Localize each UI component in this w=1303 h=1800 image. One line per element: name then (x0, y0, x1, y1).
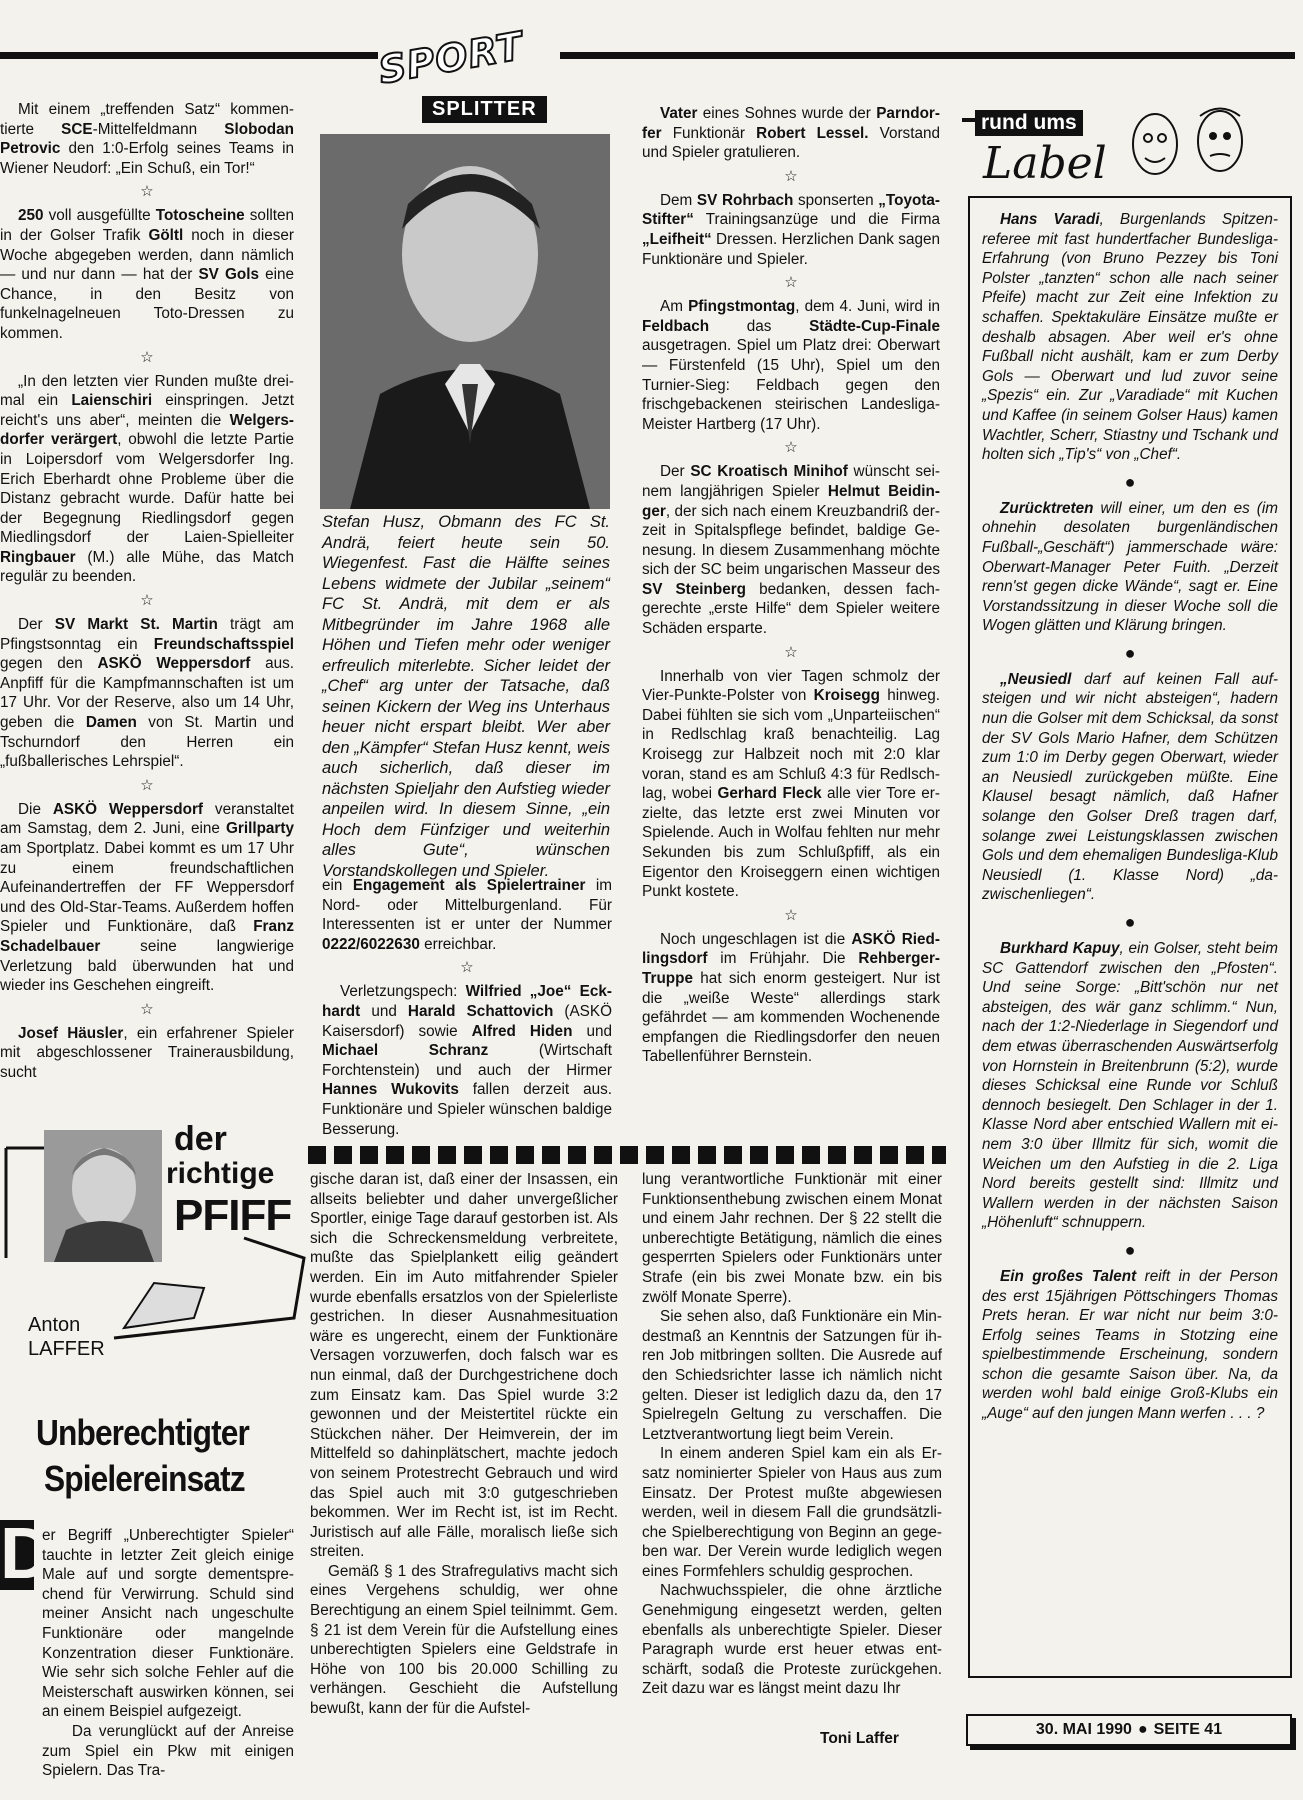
news-item: Vater eines Sohnes wurde der Parndorfer Funktionär Robert Lessel. Vorstand und Spieler gratulieren. (642, 105, 940, 162)
footer-bullet: ● (1137, 1721, 1148, 1738)
news-item: Mit einem „treffenden Satz“ kommentierte SCE-Mittelfeldmann Slobodan Petrovic den 1:0-Erfolg seines Teams in Wiener Neudorf: „Ein Schuß, ein Tor!“ (0, 101, 294, 177)
star-separator: ☆ (140, 183, 154, 201)
label-title-script: Label (983, 138, 1107, 189)
star-separator: ☆ (140, 348, 154, 366)
laffer-portrait (44, 1130, 162, 1262)
logo-sport: SPORT (375, 23, 527, 93)
middle-column (322, 876, 612, 1139)
pfiff-title: PFIFF (174, 1191, 292, 1240)
article-column-2 (310, 1170, 618, 1719)
news-item: Der SC Kroatisch Minihof wünscht seinem langjährigen Spieler Helmut Beidinger, der sich nach einem Kreuzbandriß derzeit in Spitalspflege befindet, baldige Genesung. In diesem Zusammenhang möchte sich der SC beim ungarischen Masseur des SV Steinberg bedanken, dessen fachgerechte „erste Hilfe“ dem Spieler weitere Schäden ersparte. (642, 463, 940, 638)
news-item: Der SV Markt St. Martin trägt am Pfingstsonntag ein Freundschaftsspiel gegen den ASKÖ Weppersdorf aus. Anpfiff für die Kampfmannschaften ist um 17 Uhr. Vor der Reserve, also um 14 Uhr, geben die Damen von St. Martin und Tschurndorf den Herren ein „fußballerisches Lehrspiel“. (0, 616, 295, 771)
photo-stefan-husz (320, 134, 610, 509)
star-separator: ☆ (784, 274, 798, 292)
article-paragraph: Nachwuchsspieler, die ohne ärztliche Genehmigung eingesetzt werden, gelten ebenfalls als unberechtigte Spieler. Dieser Paragraph wurde erst heuer etwas entschärft, sodaß die Proteste zurückgehen. Zeit dazu war es längst meint dazu Ihr (642, 1582, 942, 1698)
news-item: Josef Häusler, ein erfahrener Spieler mit abgeschlossener Trainerausbildung, sucht (0, 1024, 294, 1081)
news-item: Am Pfingstmontag, dem 4. Juni, wird in Feldbach das Städte-Cup-Finale ausgetragen. Spiel um Platz drei: Oberwart — Fürstenfeld (15 Uhr), Spiel um den Turnier-Sieg: Feldbach gegen den frischgebackenen steirischen Landesliga-Meister Hartberg (17 Uhr). (642, 298, 940, 433)
news-item: „In den letzten vier Runden mußte dreimal ein Laienschiri einspringen. Jetzt reicht's uns aber“, meinten die Welgersdorfer verärgert, obwohl die letzte Partie in Loipersdorf vom Welgersdorfer Ing. Erich Eberhardt ohne Probleme über die Distanz gebracht wurde. Dafür hatte bei der Begegnung Riedlingsdorf gegen Miedlingsdorf der Laien-Spielleiter Ringbauer (M.) alle Mühe, das Match regulär zu beenden. (0, 372, 294, 586)
right-column (642, 104, 940, 1067)
news-item: 250 voll ausgefüllte Totoscheine sollten in der Golser Trafik Göltl noch in dieser Woche abgegeben werden, dann nämlich — und nur dann — hat der SV Gols eine Chance, in den Besitz von funkelnagelneuen Toto-Dressen zu kommen. (0, 207, 295, 342)
star-separator: ☆ (784, 643, 798, 661)
author-first-name: Anton (28, 1314, 81, 1336)
star-separator: ☆ (784, 167, 798, 185)
news-item: Noch ungeschlagen ist die ASKÖ Riedlingsdorf im Frühjahr. Die Rehberger-Truppe hat sich enorm gesteigert. Nur ist die „weiße Weste“ allerdings stark gefährdet — am kommenden Wochenende empfangen die Riedlingsdorfer den neuen Tabellenführer Bernstein. (642, 930, 940, 1066)
left-column (0, 100, 294, 1083)
article-paragraph: lung verantwortliche Funktionär mit einer Funktionsenthebung zwischen einem Monat und einem Jahr rechnen. Der § 22 stellt die unberechtigte Betätigung, nämlich die eines gesperrten Spielers oder Funktionärs unter Strafe (ein bis zwei Monate bzw. ein bis zwölf Monate Sperre). (642, 1171, 942, 1306)
news-item: ein Engagement als Spielertrainer im Nord- oder Mittelburgenland. Für Interessenten ist er unter der Nummer 0222/6022630 erreichbar. (322, 877, 612, 953)
pfiff-richtige: richtige (166, 1157, 275, 1190)
footer-date: 30. MAI 1990 (1035, 1721, 1132, 1738)
news-item: Dem SV Rohrbach sponserten „Toyota-Stifter“ Trainingsanzüge und die Firma „Leifheit“ Dressen. Herzlichen Dank sagen Funktionäre und Spieler. (642, 191, 941, 268)
rund-ums-label-column (982, 210, 1278, 1424)
footer-box (966, 1714, 1292, 1746)
sport-splitter-logo (375, 23, 554, 128)
bullet-separator: ● (1124, 1239, 1136, 1260)
label-item: Ein großes Talent reift in der Person des erst 15jährigen Pöttschingers Thomas Prets heran. Er war nicht nur beim 3:0-Erfolg seines Teams in Stotzing eine spielbestimmende Erscheinung, sondern schon die gesamte Saison über. Na, da werden wohl bald einige Groß-Klubs ein „Auge“ auf den jungen Mann werfen . . . ? (982, 1267, 1278, 1423)
article-paragraph: Gemäß § 1 des Strafregulativs macht sich eines Vergehens schuldig, wer ohne Berechtigung an einem Spiel teilnimmt. Gem. § 21 ist dem Verein für die Aufstellung eines unberechtigten Spielers eine Geldstrafe in Höhe von 100 bis 20.000 Schilling zu verhängen. Geschieht die Aufstellung bewußt, kann der für die Aufstel- (310, 1562, 618, 1718)
article-headline-1: Unberechtigter (36, 1412, 250, 1453)
star-separator: ☆ (784, 439, 798, 457)
label-item: „Neusiedl darf auf keinen Fall aufsteigen und wir nicht absteigen“, hadern nun die Golser mit dem Schicksal, da sonst der SV Gols Mario Hafner, dem Schützen zum 1:0 im Derby gegen Oberwart, wieder an Neusiedl zurückgeben müßte. Eine Klausel besagt nämlich, daß Hafner solange den Golser Dreß tragen darf, solange zwei Leistungsklassen zwischen Gols und dem ehemaligen Bundesliga-Klub Neusiedl (1. Klasse Nord) „dazwischenliegen“. (982, 670, 1278, 904)
portrait-illustration (320, 134, 610, 509)
news-item: Verletzungspech: Wilfried „Joe“ Eckhardt und Harald Schattovich (ASKÖ Kaisersdorf) sowie Alfred Hiden und Michael Schranz (Wirtschaft Forchtenstein) und auch der Hirmer Hannes Wukovits fallen derzeit aus. Funktionäre und Spieler wünschen baldige Besserung. (322, 983, 612, 1138)
pfiff-der: der (174, 1120, 227, 1158)
news-item: Die ASKÖ Weppersdorf veranstaltet am Samstag, dem 2. Juni, eine Grillparty am Sportplatz. Dabei kommt es um 17 Uhr zu einem freundschaftlichen Aufeinandertreffen der FF Weppersdorf und des Old-Star-Teams. Außerdem hoffen Spieler und Funktionäre, daß Franz Schadelbauer seine langwierige Verletzung bald überwunden hat und wieder ins Geschehen eingreift. (0, 800, 294, 995)
article-paragraph: er Begriff „Unberechtigter Spieler“ tauchte in letzter Zeit gleich einige Male auf und sorgte dementsprechend für Verwirrung. Schuld sind meiner Ansicht nach ungeschulte Funktionäre oder mangelnde Konzentration dieser Funktionäre. Wie sehr sich solche Fehler auf die Meisterschaft auswirken können, sei an einem Beispiel aufgezeigt. Da verunglückt auf der Anreise zum Spiel ein Pkw mit einigen Spielern. Das Tra- (42, 1527, 294, 1780)
bullet-separator: ● (1124, 471, 1136, 492)
bullet-separator: ● (1124, 642, 1136, 663)
photo-caption: Stefan Husz, Obmann des FC St. Andrä, feiert heute sein 50. Wiegenfest. Fast die Hälfte seines Lebens widmete der Jubilar „seinem“ FC St. Andrä, mit dem er als Mitbegründer im Jahre 1968 alle Höhen und Tiefen mehr oder weniger erfreulich miterlebte. Sicher leidet der „Chef“ arg unter der Tatsache, daß seinen Kickern der Weg ins Unterhaus heuer nicht erspart bleibt. Wer aber den „Kämpfer“ Stefan Husz kennt, weis auch sicherlich, daß dieser im nächsten Spieljahr den Aufstieg wieder anpeilen wird. In diesem Sinne, „ein Hoch dem Fünfziger und weiterhin alles Gute“, wünschen Vorstandskollegen und Spieler. (322, 513, 610, 880)
star-separator: ☆ (140, 592, 154, 610)
article-paragraph: Sie sehen also, daß Funktionäre ein Mindestmaß an Kenntnis der Satzungen für ihren Job mitbringen sollten. Die Ausrede auf den Schiedsrichter lasse ich nämlich nicht gelten. Dieser ist lediglich dazu da, den 17 Spielregeln Geltung zu verschaffen. Die Letztverantwortung liegt beim Verein. (642, 1308, 942, 1443)
logo-splitter: SPLITTER (422, 96, 547, 123)
article-headline-2: Spielereinsatz (44, 1458, 245, 1499)
article-dropcap: D (0, 1514, 52, 1594)
bullet-separator: ● (1124, 912, 1136, 932)
article-signature: Toni Laffer (820, 1730, 899, 1747)
author-last-name: LAFFER (28, 1338, 105, 1360)
star-separator: ☆ (140, 776, 154, 794)
cartoon-faces-illustration (1115, 96, 1265, 196)
label-title-top: rund ums (975, 110, 1083, 136)
star-separator: ☆ (784, 906, 798, 924)
rund-ums-label-header (965, 96, 1295, 196)
article-top-dash-rule (308, 1146, 946, 1164)
top-rule-right (560, 52, 1295, 59)
article-column-1 (42, 1526, 294, 1781)
top-rule-left (0, 52, 378, 59)
label-item: Hans Varadi, Burgenlands Spitzenreferee mit fast hundertfacher Bundesliga-Erfahrung (von Bruno Pezzey bis Toni Polster „tanzten“ schon alle nach seiner Pfeife) macht zur Zeit eine Infektion zu schaffen. Spektakuläre Einsätze mußte er deshalb absagen. Aber weil er's ohne Fußball nicht aushält, kam er zum Derby Gols — Oberwart und lud zuvor seine „Spezis“ ein. Zur „Varadiade“ mit Kuchen und Kaffee (in seinem Golser Haus) kamen Wachtler, Scherr, Stiastny und Tschank und holten sich „Tip's“ von „Chef“. (982, 211, 1278, 464)
article-paragraph: In einem anderen Spiel kam ein als Ersatz nominierter Spieler von Haus aus zum Einsatz. Der Protest mußte abgewiesen werden, weil in diesem Fall die grundsätzliche Spielberechtigung von Beginn an gegeben war. Der Verein wurde lediglich wegen eines Formfehlers schuldig gesprochen. (642, 1445, 942, 1580)
label-item: Burkhard Kapuy, ein Golser, steht beim SC Gattendorf zwischen den „Pfosten“. Und seine Sorge: „Bitt'schön nur net absteigen, des wär ganz schlimm.“ Nun, nach der 1:2-Niederlage in Siegendorf und dem etwas überraschenden Auswärtserfolg von Hornstein in Breitenbrunn (5:2), wurde dieses Schicksal eine Runde vor Schluß dennoch besiegelt. Den Schlager in der 1. Klasse Nord aber entschied Wallern mit einem 3:0 über Illmitz für sich, womit die Weichen um den Aufstieg in die 2. Liga Nord bereits gestellt sind: Illmitz und Wallern werden in der nächsten Saison „Höhenluft“ schnuppern. (982, 940, 1278, 1232)
photo-anton-laffer (44, 1130, 162, 1262)
pfiff-box (4, 1118, 304, 1368)
article-column-3 (642, 1170, 942, 1699)
footer-page: SEITE 41 (1153, 1721, 1223, 1738)
label-item: Zurücktreten will einer, um den es (im ohnehin desolaten burgenländischen Fußball-„Geschäft“) jammerschade wäre: Oberwart-Manager Peter Fuith. „Derzeit renn'st gegen dicke Wände“, sagt er. Eine Vorstandssitzung in dieser Woche soll die Wogen glätten und Klärung bringen. (982, 499, 1278, 635)
news-item: Innerhalb von vier Tagen schmolz der Vier-Punkte-Polster von Kroisegg hinweg. Dabei fühlten sie sich vom „Unparteiischen“ in Redlschlag kraß benachteilig. Lag Kroisegg zur Halbzeit noch mit 2:0 klar voran, stand es am Schluß 4:3 für Redlschlag, wobei Gerhard Fleck alle vier Tore erzielte, das letzte erst zwei Minuten vor Spielende. Auch in Wolfau fehlten nur mehr Sekunden bis zum Schlußpfiff, als ein Eigentor den Kroiseggern einen wichtigen Punkt kostete. (642, 667, 941, 901)
article-paragraph: gische daran ist, daß einer der Insassen, ein allseits beliebter und daher unvergeßlicher Sportler, einige Tage darauf gestorben ist. Als sich die Schreckensmeldung verbreitete, mußte das Spielplankett eilig geändert werden. Ein im Auto mitfahrender Spieler wurde ebenfalls ersatzlos von der Spielerliste gestrichen. In dieser Ausnahmesituation wäre es ungerecht, einem der Funktionäre Versagen vorzuwerfen, doch falsch war es nun einmal, daß der Durchgestrichene doch zum Einsatz kam. Das Spiel wurde 3:2 gewonnen und der Meistertitel rückte ein Stückchen näher. Der Heimverein, der im Mittelfeld so dahinplätschert, machte jedoch von seinem Protestrecht Gebrauch und wird das Spiel auch mit 3:0 gutgeschrieben bekommen. Wer im Recht ist, ist im Recht. Juristisch auf alle Fälle, moralisch ließe sich streiten. (310, 1171, 618, 1561)
star-separator: ☆ (460, 959, 474, 977)
star-separator: ☆ (140, 1000, 154, 1018)
